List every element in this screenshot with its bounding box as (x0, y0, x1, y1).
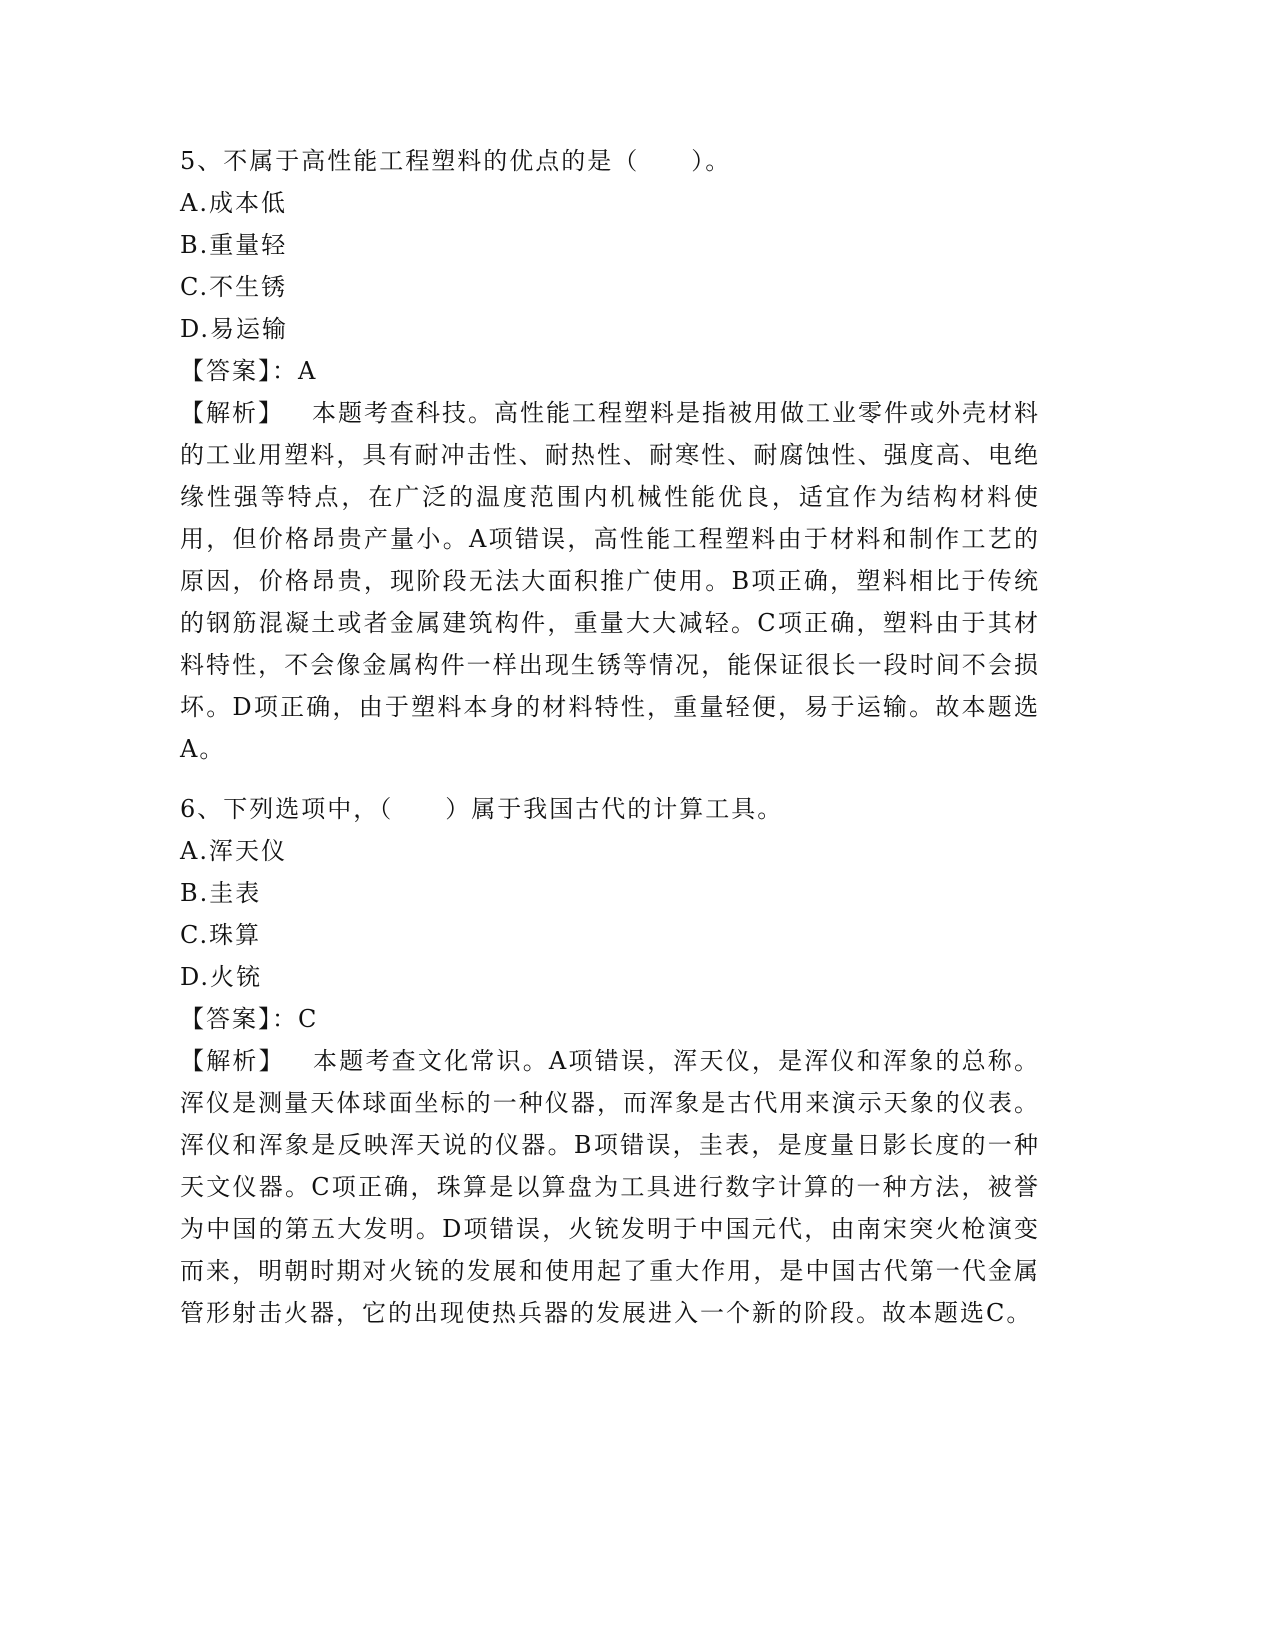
analysis-label: 【解析】 (180, 1047, 285, 1075)
answer-line: 【答案】：A (180, 357, 318, 385)
option-a: A.浑天仪 (180, 837, 287, 865)
option-c: C.珠算 (180, 921, 262, 949)
question-5 (180, 140, 1040, 770)
option-a: A.成本低 (180, 189, 287, 217)
option-b: B.圭表 (180, 879, 262, 907)
question-stem: 5、不属于高性能工程塑料的优点的是（ ）。 (180, 147, 732, 175)
option-d: D.火铳 (180, 963, 263, 991)
option-b: B.重量轻 (180, 231, 288, 259)
analysis-text: 本题考查科技。高性能工程塑料是指被用做工业零件或外壳材料的工业用塑料，具有耐冲击性、耐热性、耐寒性、耐腐蚀性、强度高、电绝缘性强等特点，在广泛的温度范围内机械性能优良，适宜作为结构材料使用，但价格昂贵产量小。A项错误，高性能工程塑料由于材料和制作工艺的原因，价格昂贵，现阶段无法大面积推广使用。B项正确，塑料相比于传统的钢筋混凝土或者金属建筑构件，重量大大减轻。C项正确，塑料由于其材料特性，不会像金属构件一样出现生锈等情况，能保证很长一段时间不会损坏。D项正确，由于塑料本身的材料特性，重量轻便，易于运输。故本题选A。 (180, 399, 1040, 763)
option-c: C.不生锈 (180, 273, 288, 301)
analysis-text: 本题考查文化常识。A项错误，浑天仪，是浑仪和浑象的总称。浑仪是测量天体球面坐标的一种仪器，而浑象是古代用来演示天象的仪表。浑仪和浑象是反映浑天说的仪器。B项错误，圭表，是度量日影长度的一种天文仪器。C项正确，珠算是以算盘为工具进行数字计算的一种方法，被誉为中国的第五大发明。D项错误，火铳发明于中国元代，由南宋突火枪演变而来，明朝时期对火铳的发展和使用起了重大作用，是中国古代第一代金属管形射击火器，它的出现使热兵器的发展进入一个新的阶段。故本题选C。 (180, 1047, 1040, 1327)
analysis-paragraph (180, 1040, 1040, 1334)
analysis-paragraph (180, 392, 1040, 770)
analysis-label: 【解析】 (180, 399, 284, 427)
option-d: D.易运输 (180, 315, 289, 343)
answer-line: 【答案】：C (180, 1005, 319, 1033)
question-stem: 6、下列选项中，（ ）属于我国古代的计算工具。 (180, 795, 784, 823)
document-page (180, 140, 1040, 1334)
question-6 (180, 788, 1040, 1334)
